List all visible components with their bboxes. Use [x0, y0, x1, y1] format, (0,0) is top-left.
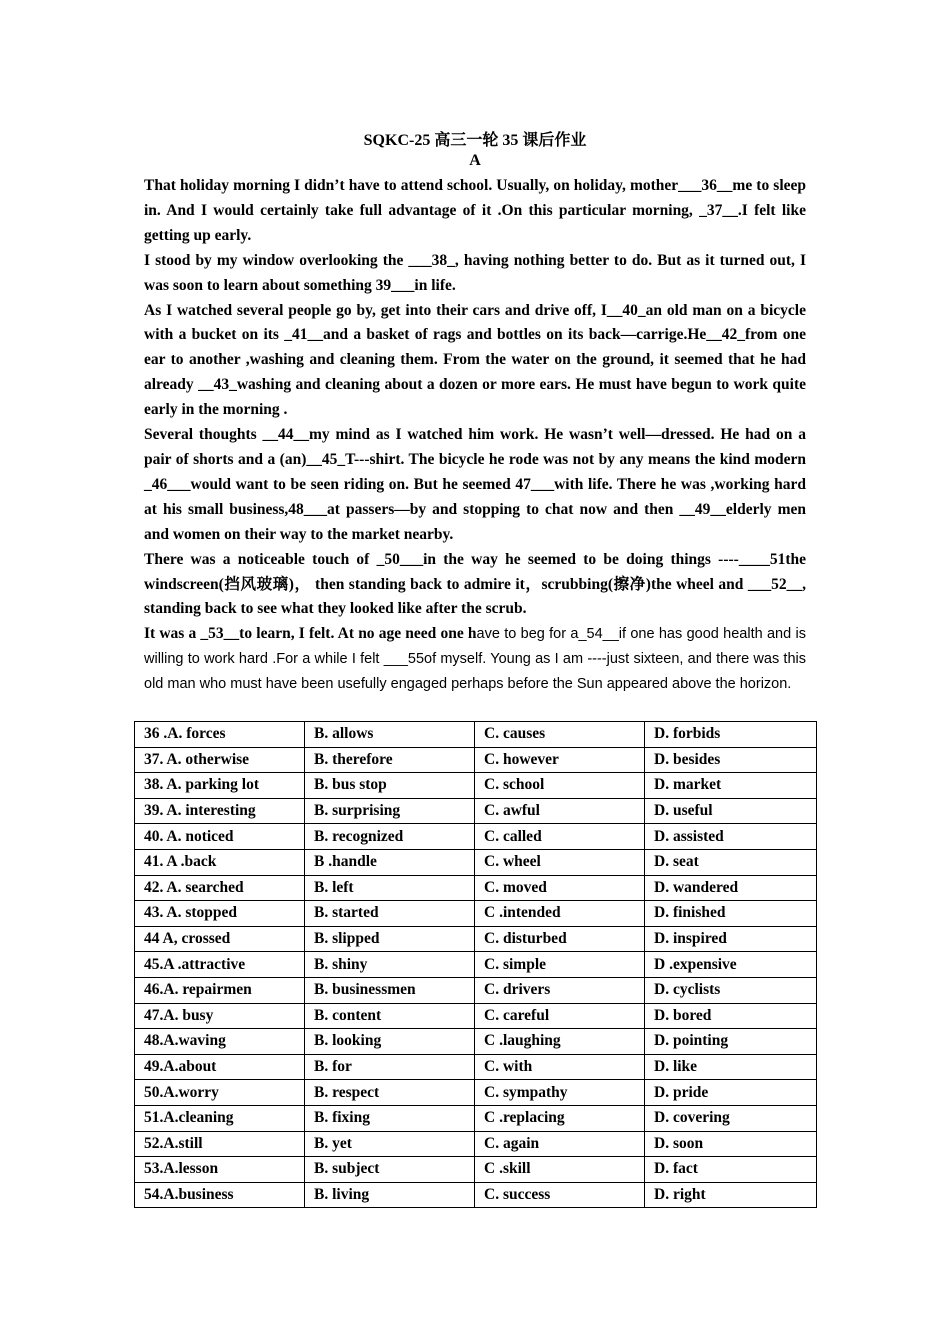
option-b: B. yet [305, 1131, 475, 1157]
option-a: 53.A.lesson [135, 1157, 305, 1183]
option-row [135, 875, 817, 901]
option-c: C .intended [475, 901, 645, 927]
option-c: C. again [475, 1131, 645, 1157]
option-d: D. besides [645, 747, 817, 773]
option-d: D. forbids [645, 722, 817, 748]
option-row [135, 926, 817, 952]
option-c: C. sympathy [475, 1080, 645, 1106]
option-c: C .replacing [475, 1105, 645, 1131]
option-row [135, 773, 817, 799]
passage-paragraph-5: There was a noticeable touch of _50___in the way he seemed to be doing things ----____51the windscreen(挡风玻璃)， then standing back to admire it，scrubbing(擦净)the wheel and ___52__, standing back to see what they looked like after the scrub. [144, 550, 806, 618]
option-row [135, 824, 817, 850]
option-c: C. disturbed [475, 926, 645, 952]
option-row [135, 1003, 817, 1029]
option-row [135, 1029, 817, 1055]
option-d: D. covering [645, 1105, 817, 1131]
option-b: B. allows [305, 722, 475, 748]
option-a: 36 .A. forces [135, 722, 305, 748]
passage-paragraph-3: As I watched several people go by, get into their cars and drive off, I__40_an old man on a bicycle with a bucket on its _41__and a basket of rags and bottles on its back—carrige.He__42_from one ear to another ,washing and cleaning them. From the water on the ground, it seemed that he had already __43_washing and cleaning about a dozen or more ears. He must have begun to work quite early in the morning . [144, 301, 806, 419]
option-d: D. wandered [645, 875, 817, 901]
option-a: 49.A.about [135, 1054, 305, 1080]
options-table-body [135, 722, 817, 1208]
option-b: B. respect [305, 1080, 475, 1106]
passage-paragraph-2: I stood by my window overlooking the ___38_, having nothing better to do. But as it turned out, I was soon to learn about something 39___in life. [144, 251, 806, 294]
passage-paragraph-6 [144, 622, 806, 697]
option-c: C. school [475, 773, 645, 799]
option-d: D. seat [645, 849, 817, 875]
option-d: D. assisted [645, 824, 817, 850]
option-c: C .laughing [475, 1029, 645, 1055]
option-b: B. living [305, 1182, 475, 1208]
option-d: D. right [645, 1182, 817, 1208]
option-a: 40. A. noticed [135, 824, 305, 850]
option-c: C. careful [475, 1003, 645, 1029]
option-row [135, 722, 817, 748]
option-b: B. looking [305, 1029, 475, 1055]
option-d: D. cyclists [645, 977, 817, 1003]
option-b: B. left [305, 875, 475, 901]
option-a: 42. A. searched [135, 875, 305, 901]
passage-paragraph-6-plain: ave to beg for a_54__if one has good health and is willing to work hard .For a while I felt ___55of myself. Young as I am ----just sixteen, and there was this old man who must have been usefully engaged perhaps before the Sun appeared above the horizon. [144, 626, 806, 693]
option-row [135, 1105, 817, 1131]
option-a: 39. A. interesting [135, 798, 305, 824]
option-c: C. moved [475, 875, 645, 901]
option-d: D. inspired [645, 926, 817, 952]
option-row [135, 798, 817, 824]
document-title: SQKC-25 高三一轮 35 课后作业 [363, 132, 587, 149]
option-b: B .handle [305, 849, 475, 875]
option-row [135, 901, 817, 927]
option-b: B. for [305, 1054, 475, 1080]
option-a: 38. A. parking lot [135, 773, 305, 799]
option-c: C. however [475, 747, 645, 773]
reading-passage [144, 174, 806, 697]
option-c: C. awful [475, 798, 645, 824]
option-d: D. bored [645, 1003, 817, 1029]
option-c: C. drivers [475, 977, 645, 1003]
options-table [134, 721, 817, 1208]
option-b: B. content [305, 1003, 475, 1029]
option-row [135, 1131, 817, 1157]
option-a: 47.A. busy [135, 1003, 305, 1029]
option-c: C. with [475, 1054, 645, 1080]
option-a: 54.A.business [135, 1182, 305, 1208]
passage-paragraph-1: That holiday morning I didn’t have to attend school. Usually, on holiday, mother___36__me to sleep in. And I would certainly take full advantage of it .On this particular morning, _37__.I felt like getting up early. [144, 177, 806, 244]
option-b: B. fixing [305, 1105, 475, 1131]
option-d: D. pointing [645, 1029, 817, 1055]
option-b: B. therefore [305, 747, 475, 773]
option-c: C. wheel [475, 849, 645, 875]
option-b: B. businessmen [305, 977, 475, 1003]
option-d: D .expensive [645, 952, 817, 978]
passage-paragraph-6-bold: It was a _53__to learn, I felt. At no age need one h [144, 625, 477, 643]
option-a: 52.A.still [135, 1131, 305, 1157]
option-b: B. surprising [305, 798, 475, 824]
option-d: D. finished [645, 901, 817, 927]
option-b: B. subject [305, 1157, 475, 1183]
option-d: D. pride [645, 1080, 817, 1106]
option-d: D. like [645, 1054, 817, 1080]
option-a: 46.A. repairmen [135, 977, 305, 1003]
option-a: 37. A. otherwise [135, 747, 305, 773]
option-d: D. fact [645, 1157, 817, 1183]
option-a: 44 A, crossed [135, 926, 305, 952]
option-a: 43. A. stopped [135, 901, 305, 927]
option-b: B. started [305, 901, 475, 927]
option-d: D. market [645, 773, 817, 799]
option-row [135, 1080, 817, 1106]
option-d: D. soon [645, 1131, 817, 1157]
option-row [135, 849, 817, 875]
section-label: A [469, 152, 481, 169]
option-c: C. causes [475, 722, 645, 748]
option-c: C. simple [475, 952, 645, 978]
option-row [135, 1157, 817, 1183]
passage-paragraph-4: Several thoughts __44__my mind as I watched him work. He wasn’t well—dressed. He had on a pair of shorts and a (an)__45_T---shirt. The bicycle he rode was not by any means the kind modern _46___would want to be seen riding on. But he seemed 47___with life. There he was ,working hard at his small business,48___at passers—by and stopping to chat now and then __49__elderly men and women on their way to the market nearby. [144, 426, 806, 543]
option-a: 50.A.worry [135, 1080, 305, 1106]
option-a: 41. A .back [135, 849, 305, 875]
option-row [135, 977, 817, 1003]
option-a: 51.A.cleaning [135, 1105, 305, 1131]
option-b: B. recognized [305, 824, 475, 850]
option-b: B. bus stop [305, 773, 475, 799]
option-c: C. called [475, 824, 645, 850]
option-row [135, 952, 817, 978]
option-row [135, 747, 817, 773]
option-row [135, 1182, 817, 1208]
option-b: B. shiny [305, 952, 475, 978]
option-a: 45.A .attractive [135, 952, 305, 978]
option-c: C .skill [475, 1157, 645, 1183]
option-d: D. useful [645, 798, 817, 824]
option-row [135, 1054, 817, 1080]
option-c: C. success [475, 1182, 645, 1208]
option-a: 48.A.waving [135, 1029, 305, 1055]
option-b: B. slipped [305, 926, 475, 952]
